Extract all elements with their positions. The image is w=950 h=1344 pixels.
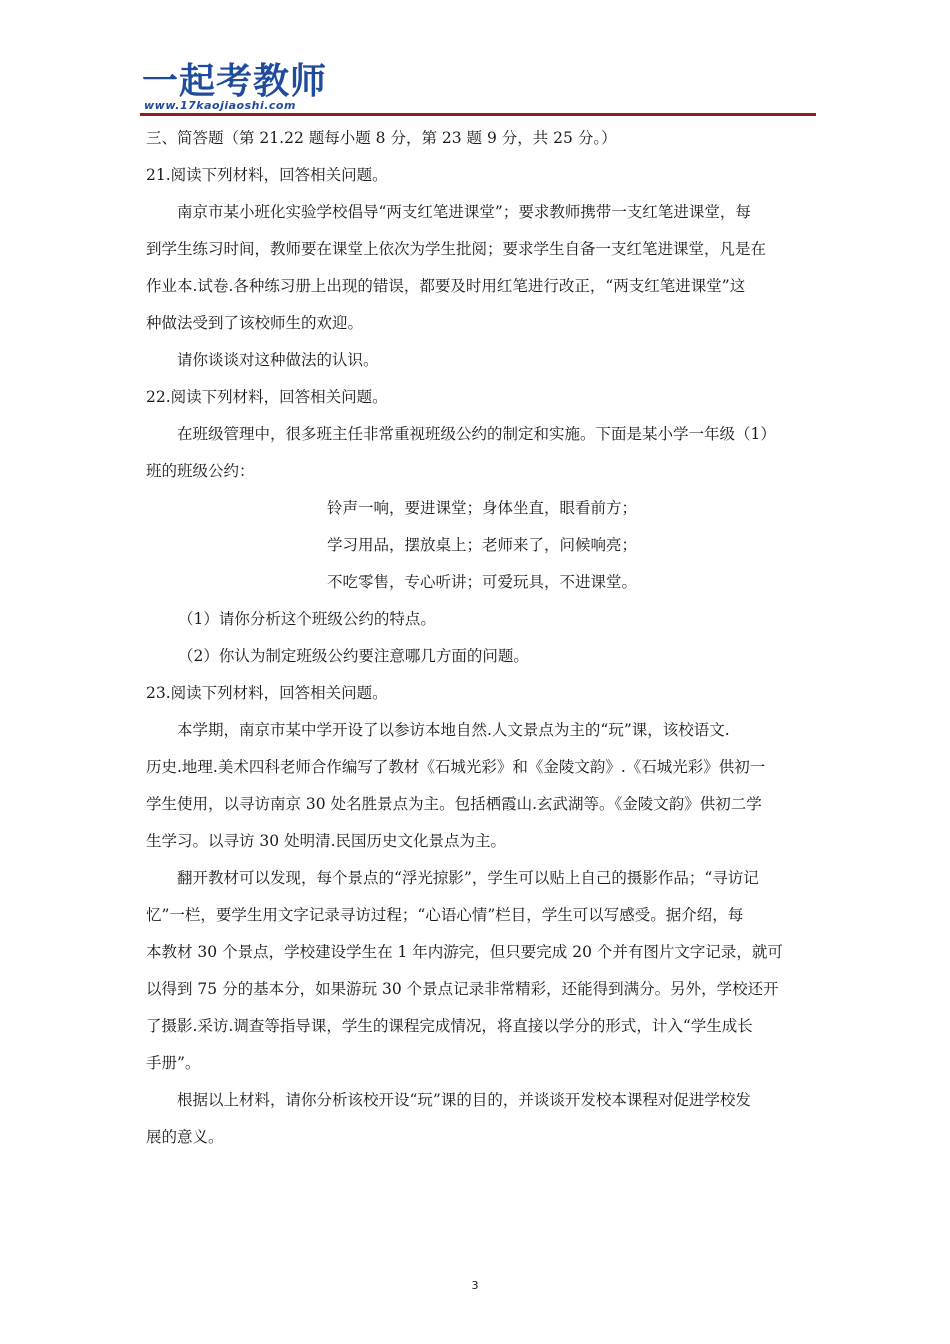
q22-subquestion-2: （2）你认为制定班级公约要注意哪几方面的问题。 (178, 647, 529, 665)
page-header (140, 62, 816, 122)
q21-paragraph-line: 南京市某小班化实验学校倡导“两支红笔进课堂”；要求教师携带一支红笔进课堂，每 (177, 203, 751, 221)
q23-paragraph-line: 历史.地理.美术四科老师合作编写了教材《石城光彩》和《金陵文韵》.《石城光彩》供初一 (146, 758, 766, 776)
q23-paragraph-line: 本学期，南京市某中学开设了以参访本地自然.人文景点为主的“玩”课，该校语文. (177, 721, 730, 739)
q22-paragraph-line: 班的班级公约： (146, 462, 255, 480)
q21-paragraph-line: 种做法受到了该校师生的欢迎。 (146, 314, 364, 332)
class-pact-line: 铃声一响，要进课堂；身体坐直，眼看前方； (327, 499, 638, 517)
q21-prompt: 请你谈谈对这种做法的认识。 (177, 351, 379, 369)
q23-paragraph-line: 翻开教材可以发现，每个景点的“浮光掠影”，学生可以贴上自己的摄影作品；“寻访记 (177, 869, 759, 887)
logo-title: 一起考教师 (142, 61, 328, 102)
q23-paragraph-line: 学生使用，以寻访南京 30 处名胜景点为主。包括栖霞山.玄武湖等。《金陵文韵》供初二学 (146, 795, 762, 813)
class-pact-line: 不吃零售，专心听讲；可爱玩具，不进课堂。 (327, 573, 638, 591)
q23-paragraph-line: 生学习。以寻访 30 处明清.民国历史文化景点为主。 (146, 832, 507, 850)
q21-paragraph-line: 作业本.试卷.各种练习册上出现的错误，都要及时用红笔进行改正，“两支红笔进课堂”这 (146, 277, 746, 295)
question-23-title: 23.阅读下列材料，回答相关问题。 (146, 684, 388, 702)
question-22-title: 22.阅读下列材料，回答相关问题。 (146, 388, 388, 406)
class-pact-line: 学习用品，摆放桌上；老师来了，问候响亮； (327, 536, 638, 554)
q22-subquestion-1: （1）请你分析这个班级公约的特点。 (178, 610, 436, 628)
q23-paragraph-line: 手册”。 (146, 1054, 201, 1072)
logo-url: www.17kaojiaoshi.com (144, 99, 296, 112)
q23-paragraph-line: 以得到 75 分的基本分，如果游玩 30 个景点记录非常精彩，还能得到满分。另外，学校还开 (146, 980, 779, 998)
section-heading: 三、简答题（第 21.22 题每小题 8 分，第 23 题 9 分，共 25 分。） (146, 129, 617, 147)
q23-paragraph-line: 了摄影.采访.调查等指导课，学生的课程完成情况，将直接以学分的形式，计入“学生成长 (146, 1017, 753, 1035)
header-rule (140, 113, 816, 116)
question-21-title: 21.阅读下列材料，回答相关问题。 (146, 166, 388, 184)
q23-paragraph-line: 本教材 30 个景点，学校建设学生在 1 年内游完，但只要完成 20 个并有图片文字记录，就可 (146, 943, 783, 961)
q23-paragraph-line: 忆”一栏，要学生用文字记录寻访过程；“心语心情”栏目，学生可以写感受。据介绍，每 (146, 906, 744, 924)
page-number: 3 (471, 1279, 479, 1292)
document-body (146, 120, 814, 1156)
q21-paragraph-line: 到学生练习时间，教师要在课堂上依次为学生批阅；要求学生自备一支红笔进课堂，凡是在 (146, 240, 767, 258)
q22-paragraph-line: 在班级管理中，很多班主任非常重视班级公约的制定和实施。下面是某小学一年级（1） (177, 425, 776, 443)
q23-prompt-line: 展的意义。 (146, 1128, 224, 1146)
q23-prompt-line: 根据以上材料，请你分析该校开设“玩”课的目的，并谈谈开发校本课程对促进学校发 (177, 1091, 751, 1109)
